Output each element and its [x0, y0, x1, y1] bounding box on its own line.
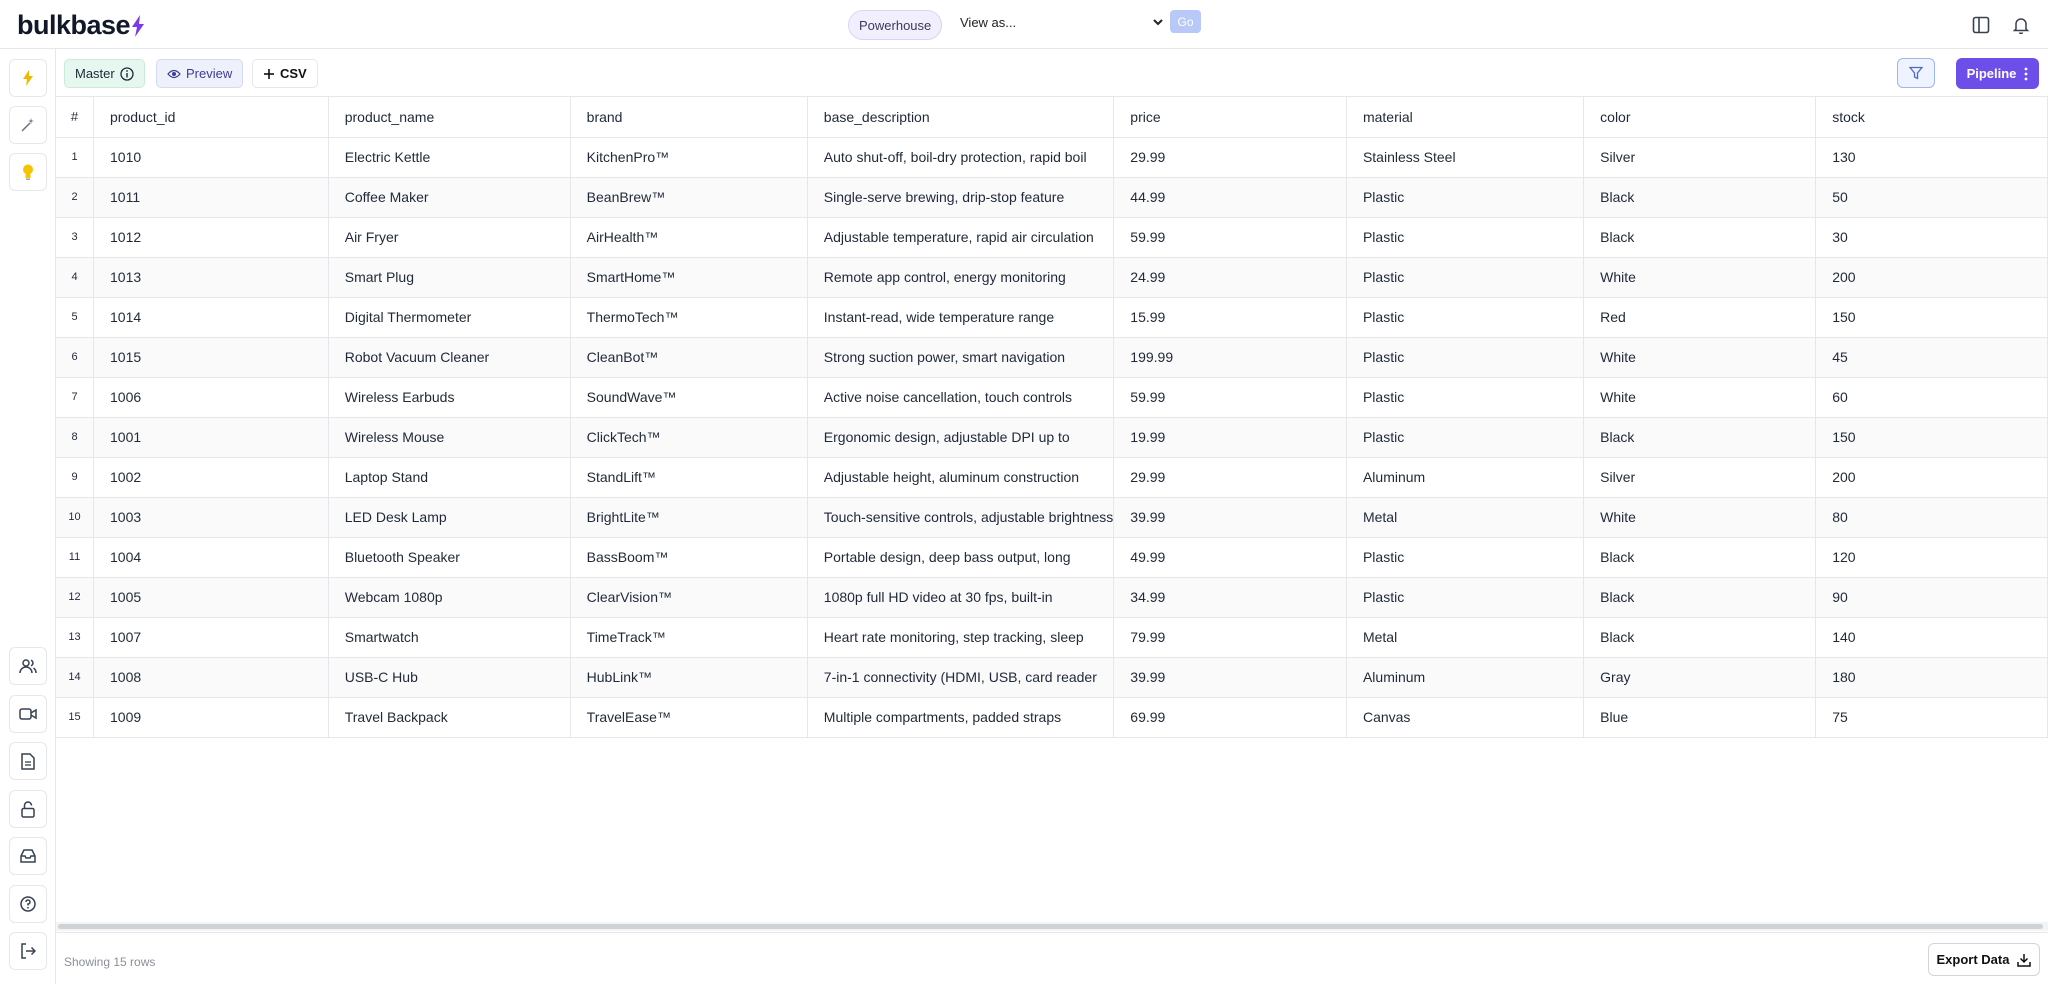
add-csv-button[interactable]: [252, 59, 318, 88]
table-cell-product-id[interactable]: 1009: [94, 697, 329, 737]
pipeline-label: Pipeline: [1966, 66, 2017, 81]
inbox-icon: [20, 849, 36, 863]
table-cell-brand[interactable]: KitchenPro™: [570, 137, 807, 177]
table-cell-material[interactable]: Plastic: [1346, 337, 1583, 377]
column-header-color[interactable]: color: [1584, 97, 1816, 137]
table-cell-index: 4: [56, 257, 94, 297]
table-cell-color[interactable]: White: [1584, 337, 1816, 377]
scrollbar-thumb[interactable]: [58, 924, 2043, 929]
master-tab[interactable]: [64, 59, 145, 88]
table-cell-base-description[interactable]: Strong suction power, smart navigation: [807, 337, 1114, 377]
table-cell-base-description[interactable]: Auto shut-off, boil-dry protection, rapid boil: [807, 137, 1114, 177]
top-bar: [0, 0, 2048, 49]
sidebar-users[interactable]: [9, 647, 47, 685]
table-cell-price[interactable]: 39.99: [1114, 497, 1347, 537]
table-cell-product-id[interactable]: 1004: [94, 537, 329, 577]
table-cell-base-description[interactable]: 1080p full HD video at 30 fps, built-in: [807, 577, 1114, 617]
table-row[interactable]: [56, 497, 2048, 537]
table-cell-brand[interactable]: AirHealth™: [570, 217, 807, 257]
table-cell-color[interactable]: Black: [1584, 217, 1816, 257]
row-count-label: Showing 15 rows: [64, 955, 156, 969]
bell-icon[interactable]: [2010, 14, 2032, 36]
table-row[interactable]: [56, 417, 2048, 457]
table-cell-product-name[interactable]: Digital Thermometer: [328, 297, 570, 337]
table-cell-color[interactable]: Blue: [1584, 697, 1816, 737]
table-cell-material[interactable]: Plastic: [1346, 297, 1583, 337]
help-icon: [20, 896, 36, 912]
table-cell-product-id[interactable]: 1003: [94, 497, 329, 537]
plus-icon: [263, 68, 275, 80]
table-cell-brand[interactable]: SmartHome™: [570, 257, 807, 297]
table-cell-material[interactable]: Plastic: [1346, 417, 1583, 457]
table-cell-product-name[interactable]: Wireless Mouse: [328, 417, 570, 457]
workspace-label: Powerhouse: [859, 17, 932, 33]
table-cell-product-id[interactable]: 1006: [94, 377, 329, 417]
table-cell-brand[interactable]: HubLink™: [570, 657, 807, 697]
table-cell-price[interactable]: 69.99: [1114, 697, 1347, 737]
table-cell-stock[interactable]: 80: [1816, 497, 2048, 537]
table-cell-index: 15: [56, 697, 94, 737]
footer: [56, 932, 2048, 984]
table-cell-product-name[interactable]: Laptop Stand: [328, 457, 570, 497]
table-cell-material[interactable]: Canvas: [1346, 697, 1583, 737]
table-cell-stock[interactable]: 140: [1816, 617, 2048, 657]
app-logo[interactable]: [17, 10, 145, 41]
users-icon: [19, 658, 37, 674]
table-cell-price[interactable]: 59.99: [1114, 217, 1347, 257]
table-cell-material[interactable]: Plastic: [1346, 217, 1583, 257]
table-cell-material[interactable]: Aluminum: [1346, 457, 1583, 497]
table-cell-color[interactable]: White: [1584, 497, 1816, 537]
csv-label: CSV: [280, 66, 307, 81]
table-cell-product-name[interactable]: Smartwatch: [328, 617, 570, 657]
column-header-material[interactable]: material: [1346, 97, 1583, 137]
table-cell-base-description[interactable]: Touch-sensitive controls, adjustable brightness: [807, 497, 1114, 537]
table-cell-product-id[interactable]: 1012: [94, 217, 329, 257]
table-cell-price[interactable]: 44.99: [1114, 177, 1347, 217]
table-toolbar: [56, 49, 2048, 97]
table-cell-color[interactable]: Gray: [1584, 657, 1816, 697]
table-cell-product-name[interactable]: Travel Backpack: [328, 697, 570, 737]
column-header-price[interactable]: price: [1114, 97, 1347, 137]
table-cell-base-description[interactable]: Adjustable height, aluminum construction: [807, 457, 1114, 497]
sidebar-lightning[interactable]: [9, 59, 47, 97]
table-row[interactable]: [56, 697, 2048, 737]
table-cell-product-name[interactable]: Bluetooth Speaker: [328, 537, 570, 577]
table-cell-product-name[interactable]: Air Fryer: [328, 217, 570, 257]
table-cell-stock[interactable]: 180: [1816, 657, 2048, 697]
table-cell-product-name[interactable]: Electric Kettle: [328, 137, 570, 177]
data-table-container[interactable]: [56, 97, 2048, 927]
table-cell-index: 2: [56, 177, 94, 217]
column-header-base-description[interactable]: base_description: [807, 97, 1114, 137]
table-row[interactable]: [56, 377, 2048, 417]
table-cell-base-description[interactable]: Remote app control, energy monitoring: [807, 257, 1114, 297]
data-table: [56, 97, 2048, 738]
lightning-icon: [21, 70, 35, 86]
table-cell-index: 1: [56, 137, 94, 177]
lightbulb-icon: [21, 163, 35, 181]
table-cell-color[interactable]: Black: [1584, 177, 1816, 217]
table-cell-product-name[interactable]: Wireless Earbuds: [328, 377, 570, 417]
table-cell-index: 12: [56, 577, 94, 617]
table-cell-product-id[interactable]: 1008: [94, 657, 329, 697]
table-cell-brand[interactable]: ClickTech™: [570, 417, 807, 457]
horizontal-scrollbar[interactable]: [56, 922, 2048, 931]
column-header-stock[interactable]: stock: [1816, 97, 2048, 137]
preview-tab[interactable]: [156, 59, 243, 88]
table-cell-brand[interactable]: SoundWave™: [570, 377, 807, 417]
table-cell-price[interactable]: 29.99: [1114, 137, 1347, 177]
table-cell-brand[interactable]: ClearVision™: [570, 577, 807, 617]
column-header-brand[interactable]: brand: [570, 97, 807, 137]
table-cell-color[interactable]: Silver: [1584, 137, 1816, 177]
table-cell-price[interactable]: 59.99: [1114, 377, 1347, 417]
table-cell-material[interactable]: Plastic: [1346, 577, 1583, 617]
chevron-down-icon: [1152, 16, 1164, 28]
table-cell-stock[interactable]: 200: [1816, 257, 2048, 297]
table-cell-stock[interactable]: 45: [1816, 337, 2048, 377]
table-cell-product-id[interactable]: 1005: [94, 577, 329, 617]
sidebar-magic-wand[interactable]: [9, 106, 47, 144]
table-cell-product-name[interactable]: LED Desk Lamp: [328, 497, 570, 537]
table-row[interactable]: [56, 457, 2048, 497]
table-cell-product-id[interactable]: 1002: [94, 457, 329, 497]
table-cell-color[interactable]: White: [1584, 377, 1816, 417]
column-header-product-name[interactable]: product_name: [328, 97, 570, 137]
table-cell-stock[interactable]: 130: [1816, 137, 2048, 177]
table-cell-index: 8: [56, 417, 94, 457]
filter-button[interactable]: [1897, 58, 1935, 88]
export-label: Export Data: [1936, 952, 2010, 967]
info-icon[interactable]: [120, 67, 134, 81]
table-cell-color[interactable]: Black: [1584, 617, 1816, 657]
sidebar: [0, 49, 56, 984]
table-cell-brand[interactable]: BrightLite™: [570, 497, 807, 537]
table-cell-index: 10: [56, 497, 94, 537]
table-cell-brand[interactable]: CleanBot™: [570, 337, 807, 377]
sidebar-document[interactable]: [9, 742, 47, 780]
table-cell-base-description[interactable]: Single-serve brewing, drip-stop feature: [807, 177, 1114, 217]
table-cell-material[interactable]: Stainless Steel: [1346, 137, 1583, 177]
workspace-badge[interactable]: [848, 10, 942, 40]
column-header-index[interactable]: #: [56, 97, 94, 137]
table-cell-base-description[interactable]: Active noise cancellation, touch controls: [807, 377, 1114, 417]
table-cell-product-name[interactable]: Webcam 1080p: [328, 577, 570, 617]
table-cell-price[interactable]: 199.99: [1114, 337, 1347, 377]
table-cell-material[interactable]: Plastic: [1346, 257, 1583, 297]
table-cell-material[interactable]: Plastic: [1346, 537, 1583, 577]
table-cell-material[interactable]: Plastic: [1346, 377, 1583, 417]
table-cell-color[interactable]: Silver: [1584, 457, 1816, 497]
table-cell-material[interactable]: Aluminum: [1346, 657, 1583, 697]
table-cell-brand[interactable]: StandLift™: [570, 457, 807, 497]
table-cell-stock[interactable]: 120: [1816, 537, 2048, 577]
eye-icon: [167, 69, 181, 79]
column-header-product-id[interactable]: product_id: [94, 97, 329, 137]
table-row[interactable]: [56, 537, 2048, 577]
view-as-value: View as...: [960, 14, 1017, 30]
table-cell-index: 7: [56, 377, 94, 417]
preview-label: Preview: [186, 66, 233, 81]
video-icon: [19, 707, 37, 721]
table-cell-index: 3: [56, 217, 94, 257]
table-cell-index: 14: [56, 657, 94, 697]
table-cell-stock[interactable]: 90: [1816, 577, 2048, 617]
pipeline-button[interactable]: [1956, 58, 2039, 89]
table-row[interactable]: [56, 617, 2048, 657]
panel-toggle-icon[interactable]: [1970, 14, 1992, 36]
table-cell-index: 6: [56, 337, 94, 377]
table-cell-stock[interactable]: 60: [1816, 377, 2048, 417]
unlock-icon: [21, 801, 35, 818]
table-cell-base-description[interactable]: Instant-read, wide temperature range: [807, 297, 1114, 337]
table-cell-product-id[interactable]: 1007: [94, 617, 329, 657]
bolt-icon: [131, 15, 145, 37]
table-cell-stock[interactable]: 150: [1816, 297, 2048, 337]
table-row[interactable]: [56, 257, 2048, 297]
table-cell-index: 13: [56, 617, 94, 657]
table-cell-brand[interactable]: TimeTrack™: [570, 617, 807, 657]
document-icon: [21, 753, 35, 770]
table-header-row: [56, 97, 2048, 137]
table-cell-brand[interactable]: TravelEase™: [570, 697, 807, 737]
table-cell-product-name[interactable]: Robot Vacuum Cleaner: [328, 337, 570, 377]
sidebar-logout[interactable]: [9, 932, 47, 970]
sidebar-inbox[interactable]: [9, 837, 47, 875]
table-cell-stock[interactable]: 50: [1816, 177, 2048, 217]
view-as-select[interactable]: [956, 10, 1164, 34]
sidebar-video[interactable]: [9, 695, 47, 733]
table-cell-product-id[interactable]: 1011: [94, 177, 329, 217]
magic-wand-icon: [20, 117, 36, 133]
table-cell-base-description[interactable]: Multiple compartments, padded straps: [807, 697, 1114, 737]
sidebar-help[interactable]: [9, 885, 47, 923]
table-row[interactable]: [56, 177, 2048, 217]
more-vertical-icon: [2024, 67, 2028, 81]
table-cell-brand[interactable]: BassBoom™: [570, 537, 807, 577]
table-cell-index: 5: [56, 297, 94, 337]
table-cell-product-name[interactable]: Coffee Maker: [328, 177, 570, 217]
table-cell-price[interactable]: 34.99: [1114, 577, 1347, 617]
go-button[interactable]: Go: [1170, 10, 1201, 33]
table-cell-base-description[interactable]: Heart rate monitoring, step tracking, sleep: [807, 617, 1114, 657]
table-row[interactable]: [56, 297, 2048, 337]
table-cell-color[interactable]: Black: [1584, 537, 1816, 577]
table-row[interactable]: [56, 577, 2048, 617]
table-cell-brand[interactable]: BeanBrew™: [570, 177, 807, 217]
table-cell-price[interactable]: 39.99: [1114, 657, 1347, 697]
export-data-button[interactable]: [1928, 943, 2040, 976]
sidebar-lock[interactable]: [9, 790, 47, 828]
master-label: Master: [75, 66, 115, 81]
table-cell-price[interactable]: 49.99: [1114, 537, 1347, 577]
table-cell-material[interactable]: Plastic: [1346, 177, 1583, 217]
table-cell-product-name[interactable]: Smart Plug: [328, 257, 570, 297]
table-cell-stock[interactable]: 30: [1816, 217, 2048, 257]
table-row[interactable]: [56, 137, 2048, 177]
table-cell-product-id[interactable]: 1001: [94, 417, 329, 457]
table-cell-color[interactable]: Black: [1584, 417, 1816, 457]
table-cell-stock[interactable]: 75: [1816, 697, 2048, 737]
table-cell-index: 9: [56, 457, 94, 497]
table-row[interactable]: [56, 217, 2048, 257]
table-cell-product-id[interactable]: 1013: [94, 257, 329, 297]
table-cell-product-name[interactable]: USB-C Hub: [328, 657, 570, 697]
table-cell-base-description[interactable]: Portable design, deep bass output, long: [807, 537, 1114, 577]
table-cell-index: 11: [56, 537, 94, 577]
table-cell-stock[interactable]: 200: [1816, 457, 2048, 497]
table-cell-color[interactable]: Black: [1584, 577, 1816, 617]
table-cell-stock[interactable]: 150: [1816, 417, 2048, 457]
table-cell-brand[interactable]: ThermoTech™: [570, 297, 807, 337]
table-cell-base-description[interactable]: Ergonomic design, adjustable DPI up to: [807, 417, 1114, 457]
table-cell-color[interactable]: Red: [1584, 297, 1816, 337]
sidebar-lightbulb[interactable]: [9, 153, 47, 191]
table-cell-price[interactable]: 79.99: [1114, 617, 1347, 657]
table-cell-product-id[interactable]: 1015: [94, 337, 329, 377]
download-icon: [2017, 953, 2031, 967]
logo-text: bulkbase: [17, 10, 131, 40]
table-cell-price[interactable]: 19.99: [1114, 417, 1347, 457]
table-cell-material[interactable]: Metal: [1346, 617, 1583, 657]
table-cell-material[interactable]: Metal: [1346, 497, 1583, 537]
table-row[interactable]: [56, 337, 2048, 377]
logout-icon: [20, 943, 36, 959]
filter-icon: [1909, 66, 1923, 80]
table-cell-base-description[interactable]: 7-in-1 connectivity (HDMI, USB, card reader: [807, 657, 1114, 697]
table-cell-product-id[interactable]: 1010: [94, 137, 329, 177]
table-cell-price[interactable]: 24.99: [1114, 257, 1347, 297]
table-cell-base-description[interactable]: Adjustable temperature, rapid air circulation: [807, 217, 1114, 257]
table-cell-color[interactable]: White: [1584, 257, 1816, 297]
table-cell-price[interactable]: 29.99: [1114, 457, 1347, 497]
table-cell-product-id[interactable]: 1014: [94, 297, 329, 337]
table-row[interactable]: [56, 657, 2048, 697]
table-cell-price[interactable]: 15.99: [1114, 297, 1347, 337]
